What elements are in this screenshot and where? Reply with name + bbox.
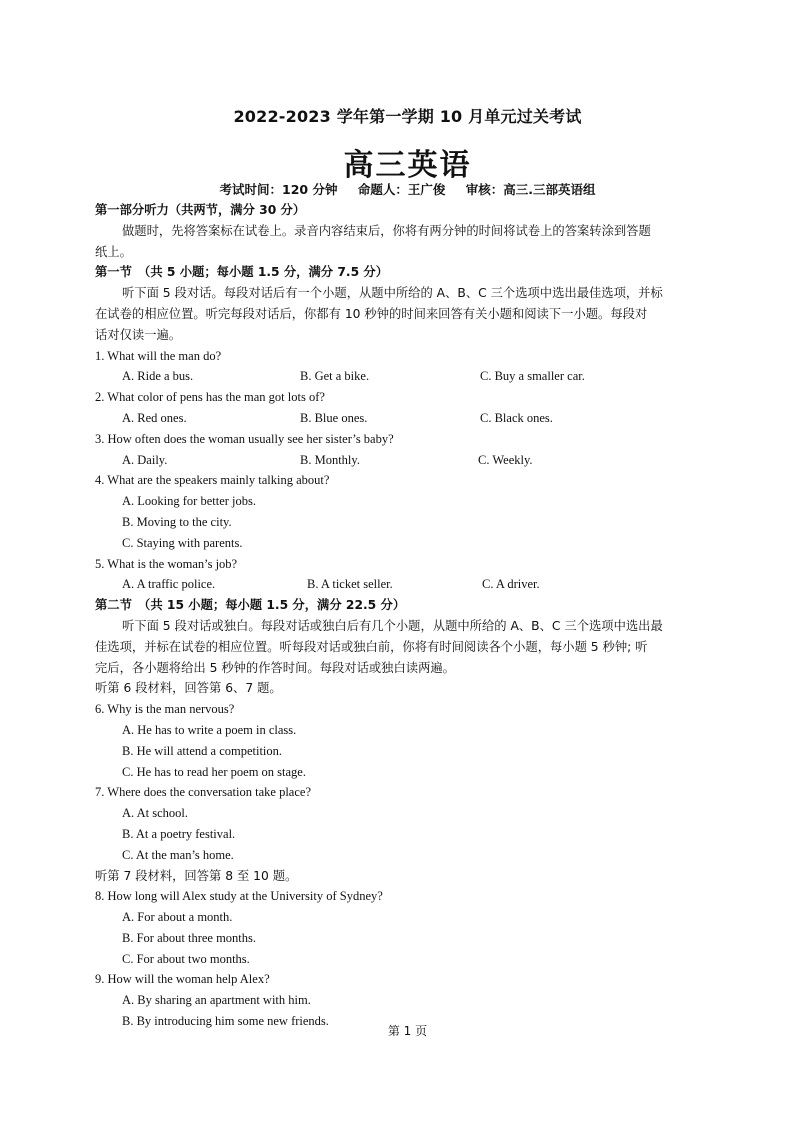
question-9: 9. How will the woman help Alex? (95, 972, 270, 987)
section2-intro-line: 完后，各小题将给出 5 秒钟的作答时间。每段对话或独白读两遍。 (95, 660, 455, 675)
section1-intro-line: 听下面 5 段对话。每段对话后有一个小题，从题中所给的 A、B、C 三个选项中选出最佳选项，并标 (122, 286, 663, 301)
option-a: A. He has to write a poem in class. (122, 722, 297, 737)
option-a: A. At school. (122, 806, 188, 821)
question-3: 3. How often does the woman usually see her sister’s baby? (95, 431, 394, 446)
option-c: C. Weekly. (478, 452, 533, 467)
exam-time: 考试时间：120 分钟 (219, 182, 338, 197)
option-c: C. Staying with parents. (122, 535, 243, 550)
question-2: 2. What color of pens has the man got lots of? (95, 390, 325, 405)
material-6-note: 听第 6 段材料，回答第 6、7 题。 (95, 681, 282, 696)
option-b: B. Moving to the city. (122, 514, 232, 529)
exam-meta (95, 180, 720, 198)
option-b: B. At a poetry festival. (122, 826, 236, 841)
option-c: C. Black ones. (480, 410, 553, 425)
option-a: A. Looking for better jobs. (122, 494, 257, 509)
option-c: C. For about two months. (122, 951, 250, 966)
options-row-5 (95, 574, 720, 595)
option-a: A. A traffic police. (122, 577, 216, 592)
section1-intro-line: 话对仅读一遍。 (95, 327, 182, 342)
question-6: 6. Why is the man nervous? (95, 702, 235, 717)
option-b: B. Blue ones. (300, 410, 368, 425)
option-b: B. For about three months. (122, 930, 257, 945)
exam-body (95, 200, 720, 1032)
subject-title: 高三英语 (343, 148, 472, 183)
exam-reviewer: 审核：高三.三部英语组 (465, 182, 596, 197)
option-b: B. He will attend a competition. (122, 743, 283, 758)
question-5: 5. What is the woman’s job? (95, 556, 238, 571)
section2-heading: 第二节 （共 15 小题；每小题 1.5 分，满分 22.5 分） (95, 598, 406, 613)
option-b: B. Get a bike. (300, 369, 370, 384)
part1-heading: 第一部分听力（共两节，满分 30 分） (95, 203, 306, 217)
option-c: C. At the man’s home. (122, 847, 234, 862)
option-b: B. By introducing him some new friends. (122, 1014, 329, 1029)
part1-intro-line: 做题时，先将答案标在试卷上。录音内容结束后，你将有两分钟的时间将试卷上的答案转涂到答题 (122, 223, 651, 238)
part1-intro-line: 纸上。 (95, 244, 132, 259)
option-a: A. Daily. (122, 452, 168, 467)
option-a: A. For about a month. (122, 910, 233, 925)
exam-author: 命题人：王广俊 (357, 182, 446, 197)
option-a: A. By sharing an apartment with him. (122, 993, 311, 1008)
exam-title: 2022-2023 学年第一学期 10 月单元过关考试 (233, 107, 582, 126)
option-a: A. Ride a bus. (122, 369, 194, 384)
page-number: 第 1 页 (387, 1024, 428, 1038)
options-row-2 (95, 408, 720, 429)
question-8: 8. How long will Alex study at the University of Sydney? (95, 889, 383, 904)
option-c: C. He has to read her poem on stage. (122, 764, 306, 779)
section2-intro-line: 佳选项，并标在试卷的相应位置。听每段对话或独白前，你将有时间阅读各个小题，每小题 5 秒钟; 听 (95, 639, 648, 654)
option-c: C. Buy a smaller car. (480, 369, 585, 384)
question-1: 1. What will the man do? (95, 348, 222, 363)
section2-intro-line: 听下面 5 段对话或独白。每段对话或独白后有几个小题，从题中所给的 A、B、C 三个选项中选出最 (122, 618, 663, 633)
options-row-1 (95, 366, 720, 387)
section1-heading: 第一节 （共 5 小题；每小题 1.5 分，满分 7.5 分） (95, 265, 389, 280)
options-row-3 (95, 450, 720, 471)
option-b: B. A ticket seller. (307, 577, 393, 592)
option-b: B. Monthly. (300, 452, 360, 467)
material-7-note: 听第 7 段材料，回答第 8 至 10 题。 (95, 868, 298, 883)
question-7: 7. Where does the conversation take place? (95, 785, 311, 800)
question-4: 4. What are the speakers mainly talking about? (95, 473, 330, 488)
option-a: A. Red ones. (122, 410, 187, 425)
section1-intro-line: 在试卷的相应位置。听完每段对话后，你都有 10 秒钟的时间来回答有关小题和阅读下一小题。每段对 (95, 306, 648, 321)
option-c: C. A driver. (482, 577, 540, 592)
